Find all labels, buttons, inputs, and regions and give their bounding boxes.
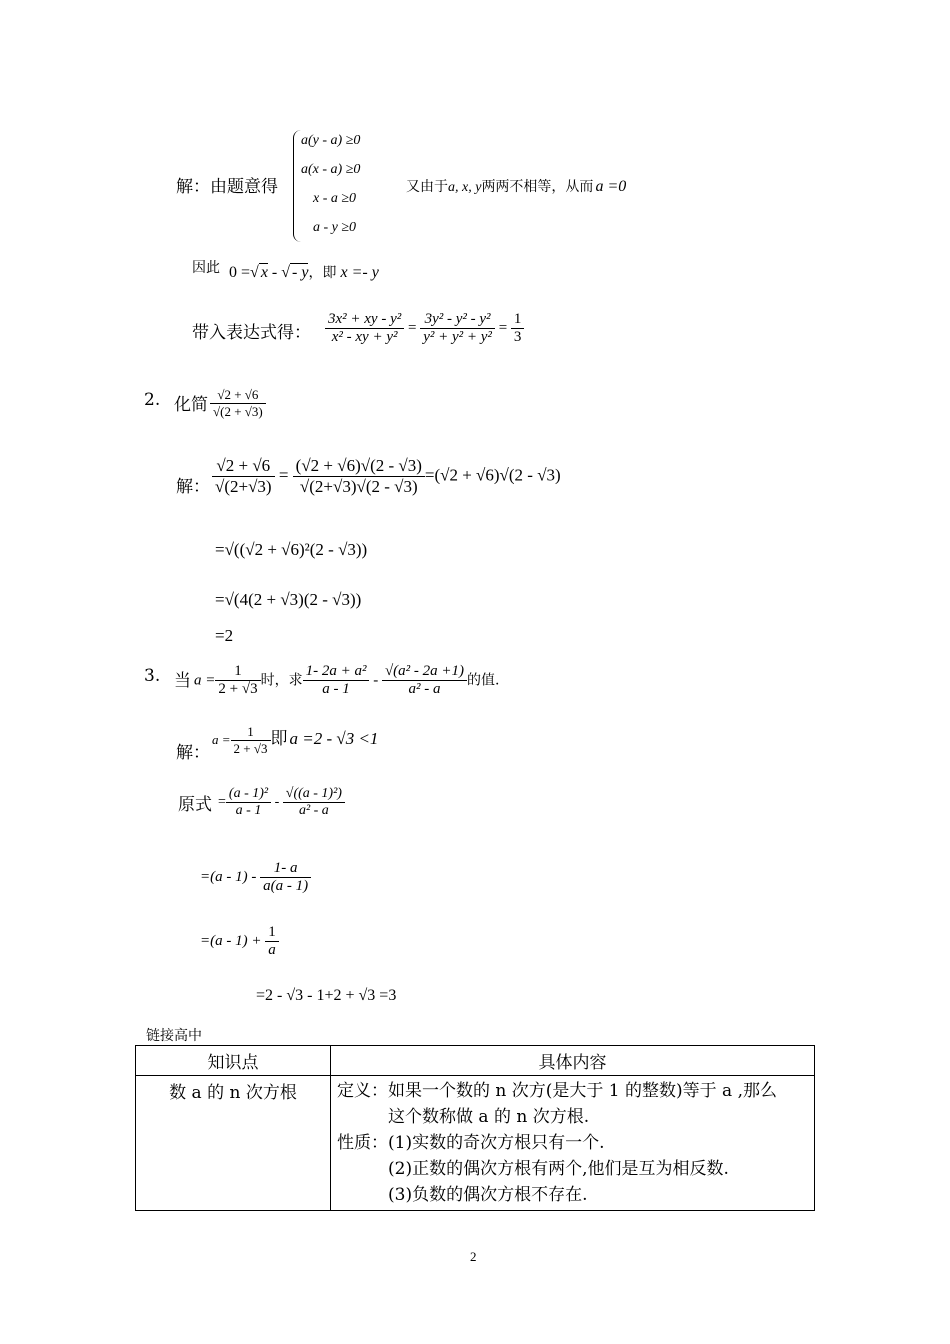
problem-2-line-3: =√(4(2 + √3)(2 - √3)) xyxy=(215,590,362,609)
property-3: (3)负数的偶次方根不存在. xyxy=(388,1185,588,1205)
problem-2-title: 化简 xyxy=(174,395,208,415)
step-3: =2 - √3 - 1+2 + √3 =3 xyxy=(256,987,397,1004)
problem-2-question: $\frac{√2 + √6}{√(2 + √3)}$ xyxy=(210,387,266,420)
definition-line-2: 这个数称做 a 的 n 次方根. xyxy=(388,1107,590,1127)
table-header-topic: 知识点 xyxy=(136,1046,331,1076)
solution-label-1: 解：由题意得 xyxy=(176,177,278,197)
problem-3-when: 当 xyxy=(174,671,191,691)
property-label: 性质： xyxy=(337,1133,388,1153)
property-1: (1)实数的奇次方根只有一个. xyxy=(388,1133,605,1153)
system-eq-3: x - a ≥0 xyxy=(313,191,357,206)
table-header-row xyxy=(136,1046,815,1076)
solution-label-2: 解： xyxy=(176,477,210,497)
definition-line-1: 如果一个数的 n 次方(是大于 1 的整数)等于 a ,那么 xyxy=(388,1081,777,1101)
original-expr-label: 原式 xyxy=(178,795,212,815)
property-2: (2)正数的偶次方根有两个,他们是互为相反数. xyxy=(388,1159,729,1179)
problem-3-question: a = $\frac{1}{2 + √3}$ 时，求 $\frac{\text{1- 2a + a²}}{a - 1}$ - $\frac{\text{√(a² - 2a +1)}}{\text{a² - a}}$ 的值. xyxy=(194,663,500,697)
table-header-content: 具体内容 xyxy=(331,1046,815,1076)
table-topic-cell: 数 a 的 n 次方根 xyxy=(136,1076,331,1211)
problem-2-line-4: =2 xyxy=(215,626,234,645)
substitute-label: 带入表达式得： xyxy=(192,323,311,343)
page-number: 2 xyxy=(470,1249,477,1264)
system-eq-1: a(y - a) ≥0 xyxy=(301,133,361,148)
table-row xyxy=(136,1076,815,1211)
problem-2-line-2: =√((√2 + √6)²(2 - √3)) xyxy=(215,540,368,559)
link-title: 链接高中 xyxy=(146,1028,202,1044)
problem-2-line-1: $\frac{√2 + √6}{√(2+√3)}$ = $\frac{(√2 + √6)√(2 - √3)}{√(2+√3)√(2 - √3)}$ =(√2 + √6)√(2 - √3) xyxy=(212,456,561,497)
therefore-equation: 0 =√ x - √ - y，即 x =- y xyxy=(229,264,379,281)
solution-label-3: 解： xyxy=(176,743,210,763)
step-2: =(a - 1) + $\frac{1}{a}$ xyxy=(200,924,279,959)
table-content-cell xyxy=(331,1076,815,1211)
substitute-expression: $\frac{\text{3x² + xy - y²}}{\text{x² - xy + y²}}$ = $\frac{\text{3y² - y² - y²}}{\text{y² + y² + y²}}$ = $\frac{1}{3}$ xyxy=(325,311,524,346)
definition-block xyxy=(337,1078,808,1208)
therefore-label: 因此 xyxy=(192,260,220,276)
definition-label: 定义： xyxy=(337,1081,388,1101)
also-text: 又由于a, x, y两两不相等，从而 a =0 xyxy=(406,178,627,195)
system-eq-2: a(x - a) ≥0 xyxy=(301,162,361,177)
knowledge-table xyxy=(135,1045,815,1211)
original-expression: = $\frac{\text{(a - 1)²}}{a - 1}$ - $\frac{\text{√((a - 1)²)}}{\text{a² - a}}$ xyxy=(218,786,345,819)
problem-3-solution-a: a = $\frac{1}{2 + √3}$ 即 a =2 - √3 <1 xyxy=(212,724,379,756)
system-eq-4: a - y ≥0 xyxy=(313,220,357,235)
problem-3-number: 3. xyxy=(144,666,161,686)
problem-2-number: 2. xyxy=(144,390,161,410)
step-1: =(a - 1) - $\frac{1- a}{a(a - 1)}$ xyxy=(200,860,311,895)
